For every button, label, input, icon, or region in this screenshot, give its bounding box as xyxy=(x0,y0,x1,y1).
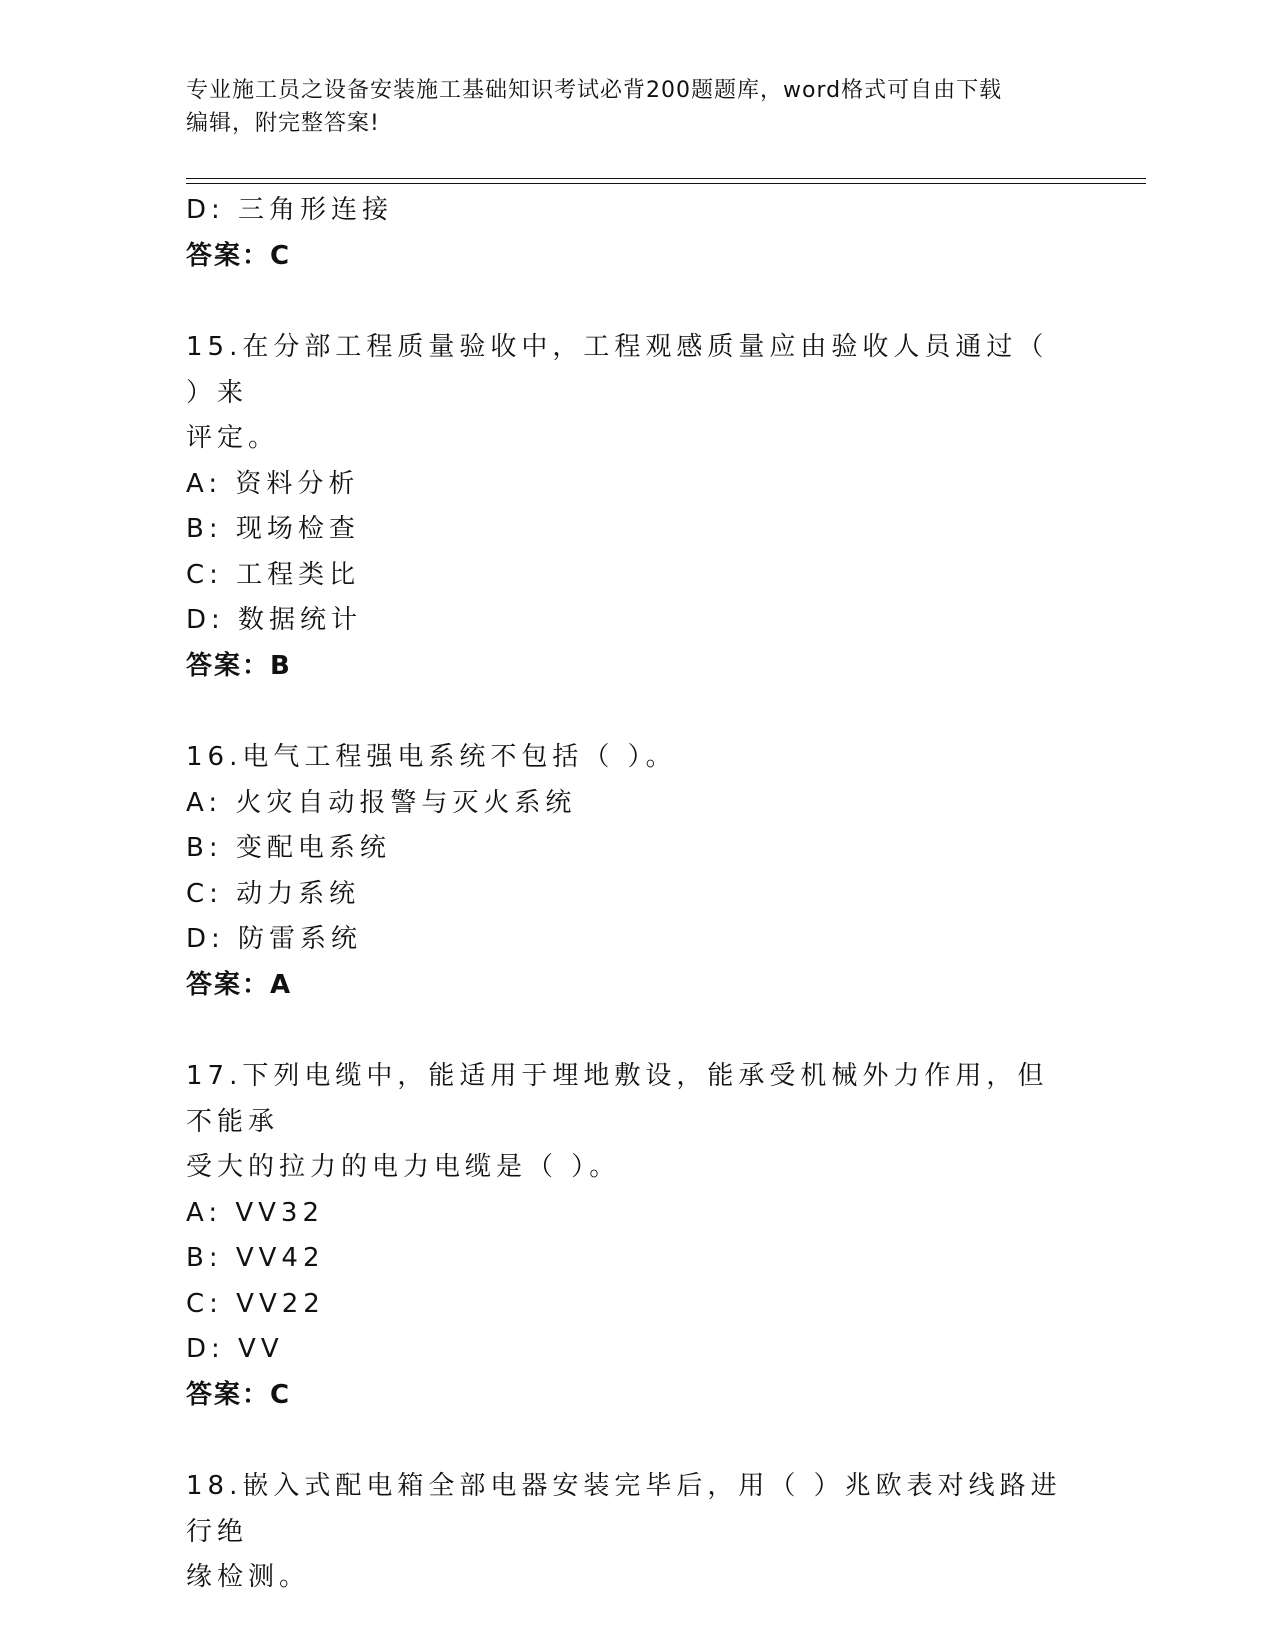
option-d: D: 防雷系统 xyxy=(186,924,363,954)
answer-label: 答案：B xyxy=(186,650,292,681)
question-block-14 xyxy=(186,188,1086,279)
question-stem-line-2: 缘检测。 xyxy=(186,1562,311,1592)
option-b: B: 变配电系统 xyxy=(186,833,391,863)
header-divider-top xyxy=(186,178,1146,179)
header-title-line-2: 编辑，附完整答案! xyxy=(186,111,380,136)
option-a: A: 火灾自动报警与灭火系统 xyxy=(186,787,577,818)
answer-label: 答案：C xyxy=(186,240,292,271)
document-header xyxy=(186,74,1066,140)
question-stem-line-1: 18.嵌入式配电箱全部电器安装完毕后，用（ ）兆欧表对线路进行绝 xyxy=(186,1471,1062,1547)
question-block-15 xyxy=(186,325,1086,689)
option-d: D: 数据统计 xyxy=(186,605,363,635)
question-stem-line-1: 17.下列电缆中，能适用于埋地敷设，能承受机械外力作用，但不能承 xyxy=(186,1061,1049,1137)
option-c: C: 工程类比 xyxy=(186,559,361,590)
question-block-16 xyxy=(186,735,1086,1008)
option-d: D: VV xyxy=(186,1334,284,1364)
option-a: A: 资料分析 xyxy=(186,468,360,499)
option-a: A: VV32 xyxy=(186,1197,325,1228)
header-divider-bottom xyxy=(186,183,1146,184)
question-block-18 xyxy=(186,1464,1086,1601)
question-list xyxy=(186,188,1086,1601)
option-b: B: VV42 xyxy=(186,1243,325,1273)
question-stem-line-2: 评定。 xyxy=(186,423,280,453)
answer-label: 答案：C xyxy=(186,1379,292,1410)
option-b: B: 现场检查 xyxy=(186,514,360,544)
answer-label: 答案：A xyxy=(186,969,293,1000)
question-block-17 xyxy=(186,1054,1086,1418)
option-d: D: 三角形连接 xyxy=(186,195,394,225)
option-c: C: 动力系统 xyxy=(186,878,361,909)
question-stem-line-1: 16.电气工程强电系统不包括（ ）。 xyxy=(186,742,677,772)
question-stem-line-2: 受大的拉力的电力电缆是（ ）。 xyxy=(186,1152,621,1182)
question-stem-line-1: 15.在分部工程质量验收中，工程观感质量应由验收人员通过（ ）来 xyxy=(186,332,1049,408)
option-c: C: VV22 xyxy=(186,1288,325,1319)
header-title-line-1: 专业施工员之设备安装施工基础知识考试必背200题题库，word格式可自由下载 xyxy=(186,78,1003,103)
